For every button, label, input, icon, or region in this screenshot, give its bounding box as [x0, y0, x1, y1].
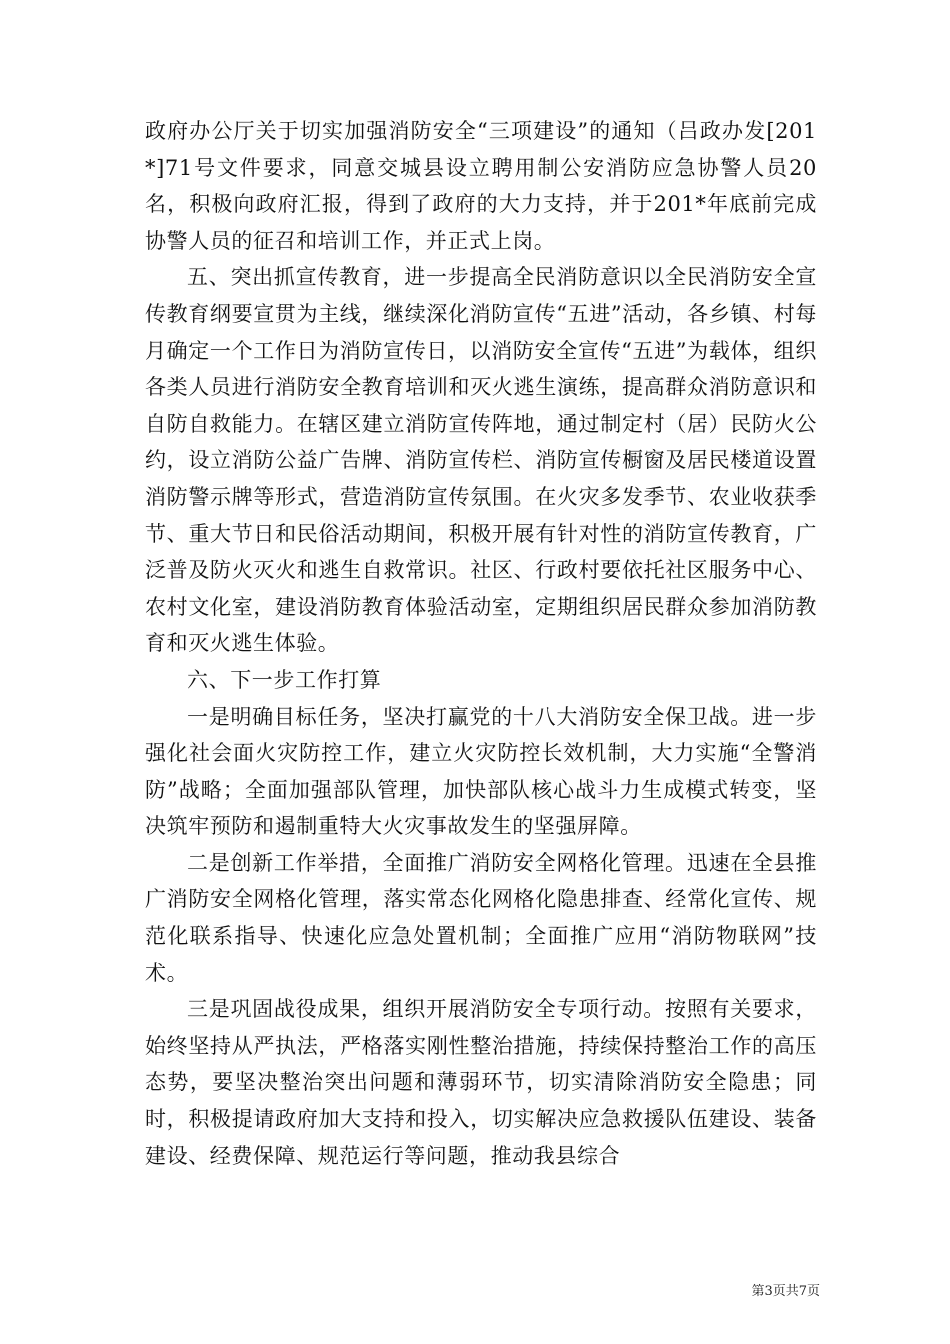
- page-number-footer: 第3页共7页: [751, 1284, 820, 1299]
- document-body: [145, 113, 817, 1174]
- section-heading-six: 六、下一步工作打算: [187, 667, 382, 692]
- paragraph-section-five: 五、突出抓宣传教育，进一步提高全民消防意识以全民消防安全宣传教育纲要宣贯为主线，继续深化消防宣传“五进”活动，各乡镇、村每月确定一个工作日为消防宣传日，以消防安全宣传“五进”为载体，组织各类人员进行消防安全教育培训和灭火逃生演练，提高群众消防意识和自防自救能力。在辖区建立消防宣传阵地，通过制定村（居）民防火公约，设立消防公益广告牌、消防宣传栏、消防宣传橱窗及居民楼道设置消防警示牌等形式，营造消防宣传氛围。在火灾多发季节、农业收获季节、重大节日和民俗活动期间，积极开展有针对性的消防宣传教育，广泛普及防火灭火和逃生自救常识。社区、行政村要依托社区服务中心、农村文化室，建设消防教育体验活动室，定期组织居民群众参加消防教育和灭火逃生体验。: [145, 265, 817, 656]
- paragraph-continuation: 政府办公厅关于切实加强消防安全“三项建设”的通知（吕政办发[201*]71号文件要求，同意交城县设立聘用制公安消防应急协警人员20名，积极向政府汇报，得到了政府的大力支持，并于201*年底前完成协警人员的征召和培训工作，并正式上岗。: [145, 119, 817, 253]
- paragraph-item-two: 二是创新工作举措，全面推广消防安全网格化管理。迅速在全县推广消防安全网格化管理，落实常态化网格化隐患排查、经常化宣传、规范化联系指导、快速化应急处置机制；全面推广应用“消防物联网”技术。: [145, 850, 817, 985]
- paragraph-item-one: 一是明确目标任务，坚决打赢党的十八大消防安全保卫战。进一步强化社会面火灾防控工作，建立火灾防控长效机制，大力实施“全警消防”战略；全面加强部队管理，加快部队核心战斗力生成模式转变，坚决筑牢预防和遏制重特大火灾事故发生的坚强屏障。: [145, 704, 817, 839]
- paragraph-item-three: 三是巩固战役成果，组织开展消防安全专项行动。按照有关要求，始终坚持从严执法，严格落实刚性整治措施，持续保持整治工作的高压态势，要坚决整治突出问题和薄弱环节，切实清除消防安全隐患；同时，积极提请政府加大支持和投入，切实解决应急救援队伍建设、装备建设、经费保障、规范运行等问题，推动我县综合: [145, 997, 817, 1168]
